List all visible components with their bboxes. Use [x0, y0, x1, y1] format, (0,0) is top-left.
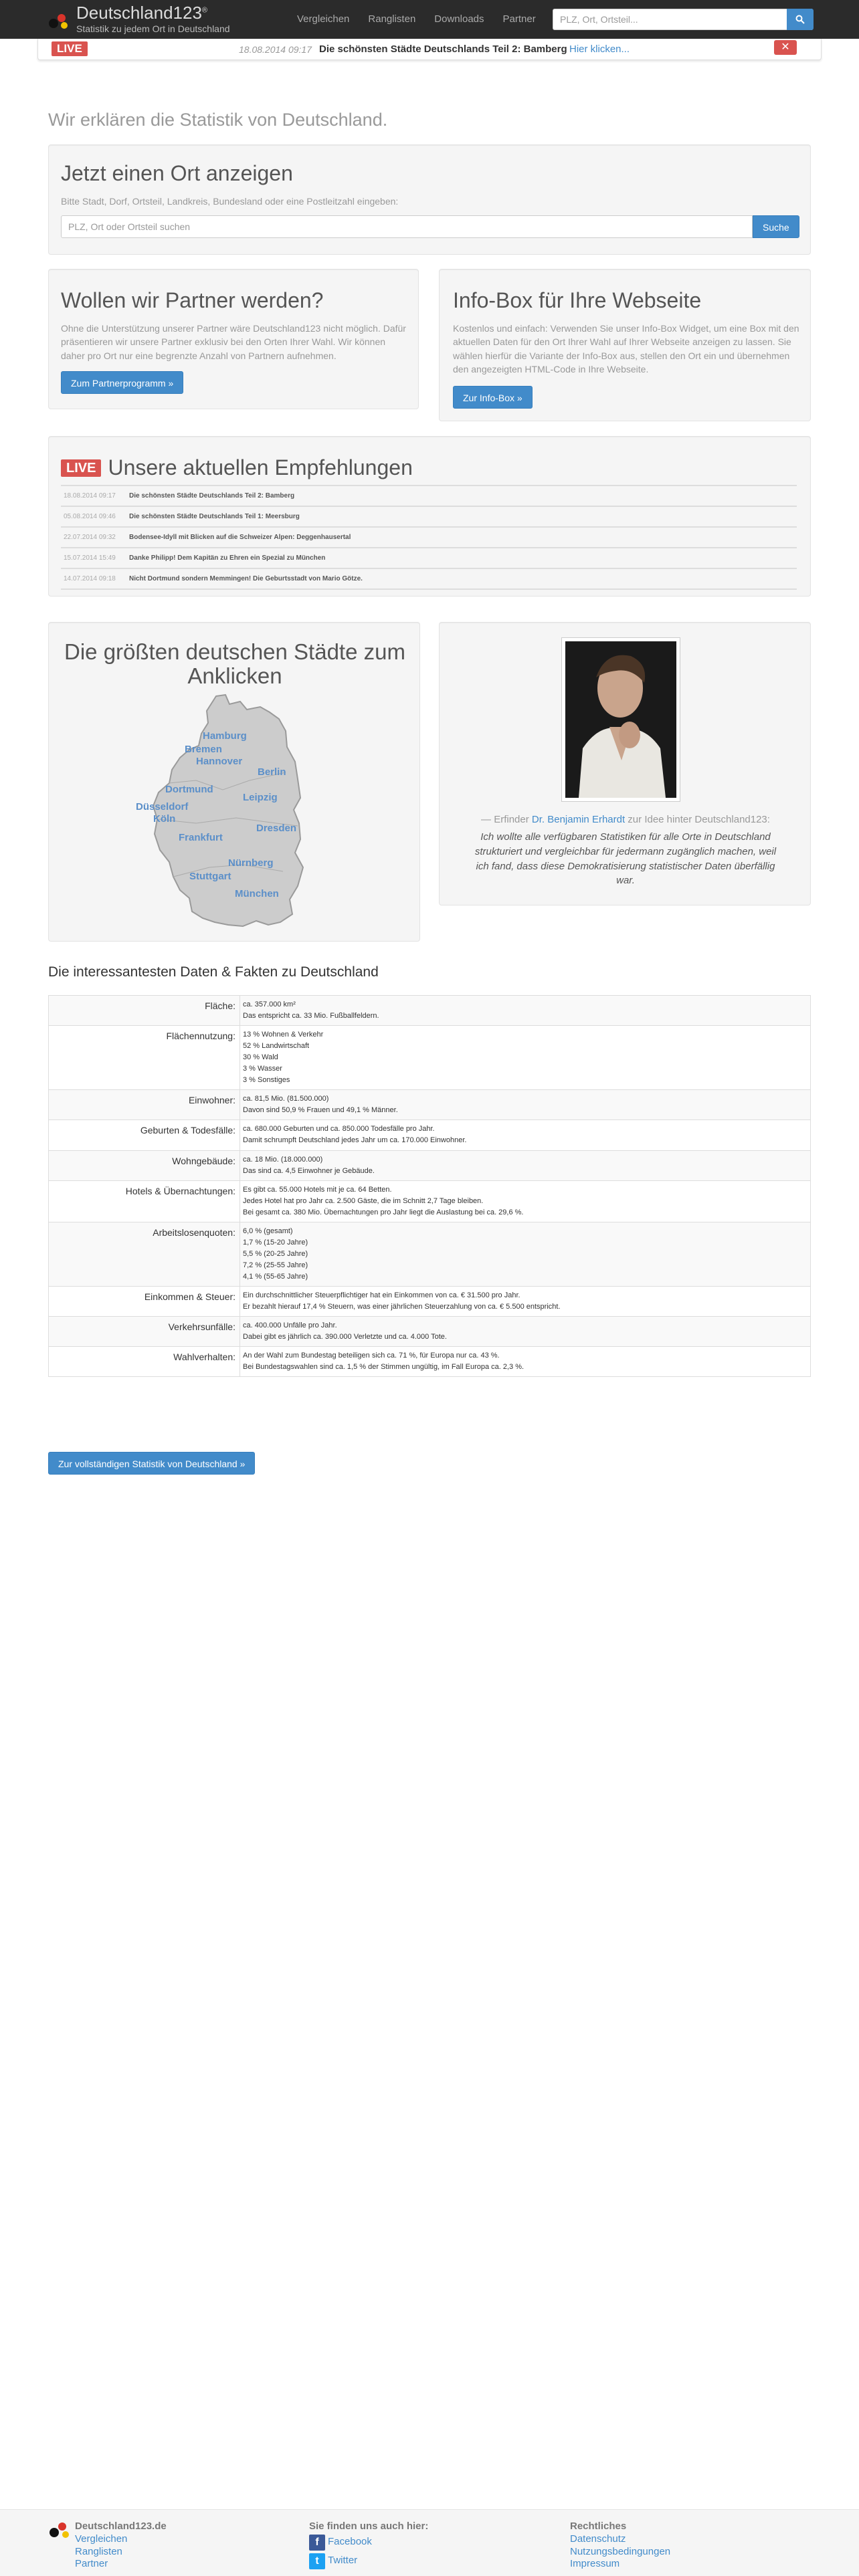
- footer-link-impressum[interactable]: Impressum: [570, 2558, 620, 2570]
- map-city-berlin[interactable]: Berlin: [258, 766, 286, 778]
- founder-name-link[interactable]: Dr. Benjamin Erhardt: [531, 814, 626, 825]
- table-row: Wahlverhalten: An der Wahl zum Bundestag beteiligen sich ca. 71 %, für Europa nur ca. 43 %. Bei Bundestagswahlen sind ca. 1,5 % der Stimmen ungültig, im Fall Europa ca. 2,3 %.: [49, 1347, 811, 1377]
- top-navbar: [0, 0, 859, 39]
- partner-program-button[interactable]: Zum Partnerprogramm »: [61, 371, 183, 394]
- map-city-dresden[interactable]: Dresden: [256, 823, 297, 834]
- footer-link-vergleichen[interactable]: Vergleichen: [75, 2533, 128, 2545]
- footer-column-social: [309, 2520, 428, 2571]
- partner-panel: [48, 269, 419, 409]
- footer-link-datenschutz[interactable]: Datenschutz: [570, 2533, 626, 2545]
- full-statistics-button[interactable]: Zur vollständigen Statistik von Deutschland »: [48, 1452, 255, 1475]
- table-row: Hotels & Übernachtungen: Es gibt ca. 55.000 Hotels mit je ca. 64 Betten. Jedes Hotel hat pro Jahr ca. 2.500 Gäste, die im Schnitt 2,7 Tage bleiben. Bei gesamt ca. 380 Mio. Übernachtungen pro Jahr liegt die Auslastung bei ca. 29,6 %.: [49, 1180, 811, 1222]
- list-item[interactable]: 22.07.2014 09:32 Bodensee-Idyll mit Blicken auf die Schweizer Alpen: Deggenhausertal: [61, 528, 797, 548]
- brand-tagline: Statistik zu jedem Ort in Deutschland: [76, 23, 230, 34]
- main-nav: [288, 0, 545, 39]
- list-item[interactable]: 18.08.2014 09:17 Die schönsten Städte Deutschlands Teil 2: Bamberg: [61, 486, 797, 507]
- map-city-stuttgart[interactable]: Stuttgart: [189, 871, 231, 882]
- infobox-button[interactable]: Zur Info-Box »: [453, 386, 533, 409]
- place-search-input[interactable]: PLZ, Ort oder Ortsteil suchen: [61, 215, 753, 238]
- map-city-dortmund[interactable]: Dortmund: [165, 784, 213, 795]
- map-city-bremen[interactable]: Bremen: [185, 744, 222, 755]
- live-badge: LIVE: [52, 41, 88, 56]
- footer-social-title: Sie finden uns auch hier:: [309, 2520, 429, 2532]
- nav-link-partner[interactable]: Partner: [502, 13, 536, 25]
- germany-map[interactable]: [136, 692, 330, 933]
- founder-photo: [561, 637, 680, 802]
- founder-quote-panel: [439, 622, 811, 905]
- founder-portrait-image: [565, 641, 676, 798]
- page-footer: [0, 2509, 859, 2576]
- table-row: Geburten & Todesfälle: ca. 680.000 Geburten und ca. 850.000 Todesfälle pro Jahr. Damit schrumpft Deutschland jedes Jahr um ca. 170.000 Einwohner.: [49, 1120, 811, 1150]
- infobox-title: Info-Box für Ihre Webseite: [453, 288, 702, 312]
- map-city-hamburg[interactable]: Hamburg: [203, 730, 247, 742]
- list-item[interactable]: 05.08.2014 09:46 Die schönsten Städte Deutschlands Teil 1: Meersburg: [61, 507, 797, 528]
- facts-title: Die interessantesten Daten & Fakten zu Deutschland: [48, 964, 379, 980]
- map-city-nuernberg[interactable]: Nürnberg: [228, 857, 274, 869]
- recommendations-list: [61, 485, 797, 590]
- ticker-close-icon[interactable]: ✕: [774, 40, 797, 55]
- table-row: Flächennutzung: 13 % Wohnen & Verkehr 52 % Landwirtschaft 30 % Wald 3 % Wasser 3 % Sonstiges: [49, 1026, 811, 1090]
- table-row: Einwohner: ca. 81,5 Mio. (81.500.000) Davon sind 50,9 % Frauen und 49,1 % Männer.: [49, 1090, 811, 1120]
- table-row: Verkehrsunfälle: ca. 400.000 Unfälle pro Jahr. Dabei gibt es jährlich ca. 390.000 Verletzte und ca. 4.000 Tote.: [49, 1317, 811, 1347]
- infobox-panel: [439, 269, 811, 421]
- brand-name: Deutschland123®: [76, 3, 208, 23]
- table-row: Wohngebäude: ca. 18 Mio. (18.000.000) Das sind ca. 4,5 Einwohner je Gebäude.: [49, 1150, 811, 1180]
- map-city-muenchen[interactable]: München: [235, 888, 279, 899]
- map-city-frankfurt[interactable]: Frankfurt: [179, 832, 223, 843]
- city-map-panel: [48, 622, 420, 942]
- partner-title: Wollen wir Partner werden?: [61, 288, 324, 312]
- place-search-title: Jetzt einen Ort anzeigen: [61, 161, 293, 185]
- live-badge: LIVE: [61, 459, 101, 477]
- germany-dots-logo-icon: [48, 2520, 72, 2539]
- recommendations-title: Unsere aktuellen Empfehlungen: [108, 455, 413, 479]
- ticker-more-link[interactable]: Hier klicken...: [569, 43, 630, 55]
- ticker-date: 18.08.2014 09:17: [239, 44, 312, 55]
- infobox-text: Kostenlos und einfach: Verwenden Sie unser Info-Box Widget, um eine Box mit den aktuellen Daten für den Ort Ihrer Wahl auf Ihrer Webseite anzeigen zu lassen. Sie wählen hierfür die Variante der Info-Box aus, stellen den Ort ein und übernehmen den angezeigten HTML-Code in Ihre Webseite.: [453, 323, 799, 374]
- founder-quote: Ich wollte alle verfügbaren Statistiken für alle Orte in Deutschland strukturiert und vergleichbar für jedermann zugänglich machen, weil ich fand, dass diese Demokratisierung statistischer Daten überfällig war.: [474, 831, 777, 887]
- map-city-duesseldorf[interactable]: Düsseldorf: [136, 801, 189, 813]
- table-row: Arbeitslosenquoten: 6,0 % (gesamt) 1,7 % (15-20 Jahre) 5,5 % (20-25 Jahre) 7,2 % (25-55 Jahre) 4,1 % (55-65 Jahre): [49, 1222, 811, 1286]
- footer-column-site: [48, 2520, 167, 2571]
- list-item[interactable]: 14.07.2014 09:18 Nicht Dortmund sondern Memmingen! Die Geburtsstadt von Mario Götze.: [61, 569, 797, 590]
- nav-link-vergleichen[interactable]: Vergleichen: [297, 13, 350, 25]
- footer-facebook-link[interactable]: [309, 2533, 428, 2552]
- facts-table: [48, 995, 811, 1377]
- table-row: Einkommen & Steuer: Ein durchschnittlicher Steuerpflichtiger hat ein Einkommen von ca. € 31.500 pro Jahr. Er bezahlt hierauf 17,4 % Steuern, was einer jährlichen Steuerzahlung von ca. € 5.500 entspricht.: [49, 1286, 811, 1316]
- search-icon: [795, 15, 805, 24]
- place-search-button[interactable]: Suche: [753, 215, 799, 238]
- twitter-link-text[interactable]: Twitter: [328, 2555, 358, 2567]
- germany-dots-logo-icon: [48, 12, 71, 29]
- navbar-search-button[interactable]: [787, 9, 814, 30]
- footer-legal-title: Rechtliches: [570, 2520, 627, 2532]
- table-row: Fläche: ca. 357.000 km² Das entspricht ca. 33 Mio. Fußballfeldern.: [49, 996, 811, 1026]
- footer-link-partner[interactable]: Partner: [75, 2558, 108, 2570]
- live-ticker: [37, 39, 822, 60]
- twitter-icon: t: [309, 2553, 325, 2569]
- footer-link-nutzungsbedingungen[interactable]: Nutzungsbedingungen: [570, 2545, 671, 2557]
- footer-twitter-link[interactable]: [309, 2552, 428, 2571]
- intro-heading: Wir erklären die Statistik von Deutschland.: [48, 110, 388, 130]
- place-search-hint: Bitte Stadt, Dorf, Ortsteil, Landkreis, Bundesland oder eine Postleitzahl eingeben:: [61, 196, 399, 207]
- footer-column-legal: [570, 2520, 670, 2571]
- partner-text: Ohne die Unterstützung unserer Partner wäre Deutschland123 nicht möglich. Dafür präsentieren wir unsere Partner exklusiv bei den Orten Ihrer Wahl. Wir können daher pro Ort nur eine begrenzte Anzahl von Partnern aufnehmen.: [61, 323, 406, 361]
- map-city-koeln[interactable]: Köln: [153, 813, 176, 825]
- recommendations-header: [61, 455, 413, 480]
- nav-link-ranglisten[interactable]: Ranglisten: [368, 13, 416, 25]
- facebook-link-text[interactable]: Facebook: [328, 2536, 372, 2548]
- recommendations-panel: [48, 436, 811, 597]
- footer-site-title: Deutschland123.de: [75, 2520, 167, 2532]
- nav-link-downloads[interactable]: Downloads: [434, 13, 484, 25]
- map-city-hannover[interactable]: Hannover: [196, 756, 243, 767]
- ticker-headline[interactable]: Die schönsten Städte Deutschlands Teil 2: Bamberg: [319, 43, 567, 55]
- list-item[interactable]: 15.07.2014 15:49 Danke Philipp! Dem Kapitän zu Ehren ein Spezial zu München: [61, 548, 797, 569]
- navbar-search-input[interactable]: PLZ, Ort, Ortsteil...: [553, 9, 812, 30]
- facebook-icon: f: [309, 2535, 325, 2551]
- place-search-panel: [48, 144, 811, 255]
- footer-link-ranglisten[interactable]: Ranglisten: [75, 2545, 122, 2557]
- map-city-leipzig[interactable]: Leipzig: [243, 792, 278, 803]
- city-map-title: Die größten deutschen Städte zum Anklicken: [64, 639, 405, 689]
- founder-credit: — Erfinder Dr. Benjamin Erhardt zur Idee hinter Deutschland123:: [481, 814, 770, 825]
